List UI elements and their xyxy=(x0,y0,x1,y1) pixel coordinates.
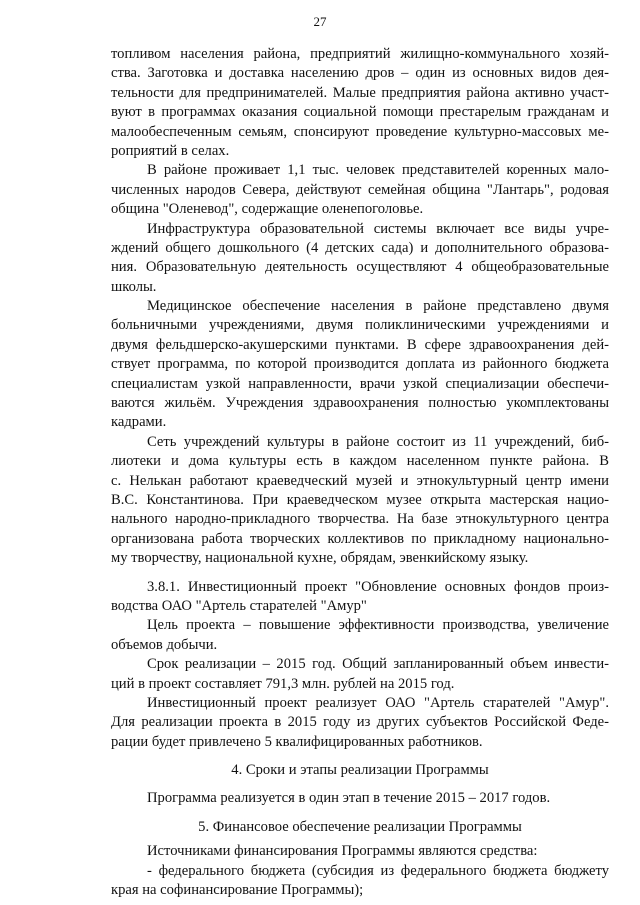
paragraph-culture xyxy=(111,433,609,569)
text-line: община "Оленевод", содержащие оленепоголовье. xyxy=(111,201,424,218)
paragraph-indigenous xyxy=(111,161,609,219)
text-line: Для реализации проекта в 2015 году из других субъектов Российской Феде- xyxy=(111,714,609,731)
text-line: Инвестиционный проект реализует ОАО "Артель старателей "Амур". xyxy=(147,694,609,711)
text-line: топливом населения района, предприятий жилищно-коммунального хозяй- xyxy=(111,46,609,62)
text-line: водства ОАО "Артель старателей "Амур" xyxy=(111,597,367,614)
text-line: больничными учреждениями, двумя поликлиническими учреждениями и xyxy=(111,317,609,334)
text-line: малообеспеченным семьям, спонсируют проведение культурно-массовых ме- xyxy=(111,123,609,140)
text-line: - федерального бюджета (субсидия из федерального бюджета бюджету xyxy=(147,862,609,879)
paragraph-project-term xyxy=(111,655,609,694)
paragraph-economy xyxy=(111,45,609,161)
text-line: тельности для предпринимателей. Малые предприятия района активно участ- xyxy=(111,84,609,101)
text-line: ства. Заготовка и доставка населению дров – один из основных видов дея- xyxy=(111,65,609,82)
text-line: кадрами. xyxy=(111,414,167,431)
paragraph-funding-sources: Источниками финансирования Программы являются средства: xyxy=(147,843,538,860)
text-line: организована работа творческих коллективов по прикладному национально- xyxy=(111,530,609,547)
section-heading-4: 4. Сроки и этапы реализации Программы xyxy=(231,762,489,779)
text-line: Цель проекта – повышение эффективности производства, увеличение xyxy=(147,617,609,634)
text-line: роприятий в селах. xyxy=(111,142,230,159)
paragraph-project-goal xyxy=(111,616,609,655)
text-line: лиотеки и дома культуры есть в каждом населенном пункте района. В xyxy=(111,453,609,470)
text-line: рации будет привлечено 5 квалифицированных работников. xyxy=(111,733,483,750)
text-line: ния. Образовательную деятельность осуществляют 4 общеобразовательные xyxy=(111,259,609,276)
text-line: нального народно-прикладного творчества. На базе этнокультурного центра xyxy=(111,511,609,528)
text-line: му творчеству, национальной кухне, обрядам, эвенкийскому языку. xyxy=(111,550,529,567)
list-item-federal-budget xyxy=(111,862,609,901)
text-line: края на софинансирование Программы); xyxy=(111,882,364,899)
page-number: 27 xyxy=(313,14,327,29)
text-line: ждений общего дошкольного (4 детских сада) и дополнительного образова- xyxy=(111,239,609,256)
text-line: вуют в программах оказания социальной помощи престарелым гражданам и xyxy=(111,104,609,121)
paragraph-project-implementer xyxy=(111,694,609,752)
paragraph-healthcare xyxy=(111,297,609,433)
text-line: ваются жильём. Учреждения здравоохранения полностью укомплектованы xyxy=(111,395,609,412)
text-line: двумя фельдшерско-акушерскими пунктами. В сфере здравоохранения дей- xyxy=(111,336,609,353)
text-line: объемов добычи. xyxy=(111,636,218,653)
paragraph-education xyxy=(111,220,609,298)
text-line: ций в проект составляет 791,3 млн. рублей на 2015 год. xyxy=(111,675,455,692)
text-line: 3.8.1. Инвестиционный проект "Обновление основных фондов произ- xyxy=(147,578,609,595)
document-body xyxy=(111,45,609,900)
text-line: Сеть учреждений культуры в районе состоит из 11 учреждений, биб- xyxy=(147,433,609,450)
text-line: ствует программа, по которой производится доплата из районного бюджета xyxy=(111,356,609,373)
text-line: Срок реализации – 2015 год. Общий запланированный объем инвести- xyxy=(147,656,609,673)
paragraph-stages: Программа реализуется в один этап в течение 2015 – 2017 годов. xyxy=(147,790,551,807)
text-line: В.С. Константинова. При краеведческом музее открыта мастерская нацио- xyxy=(111,491,609,508)
section-heading-3-8-1 xyxy=(111,578,609,617)
text-line: с. Нелькан работают краеведческий музей и этнокультурный центр имени xyxy=(111,472,609,489)
section-heading-5: 5. Финансовое обеспечение реализации Программы xyxy=(198,818,522,835)
text-line: школы. xyxy=(111,278,157,295)
text-line: Инфраструктура образовательной системы включает все виды учре- xyxy=(147,220,609,237)
text-line: Медицинское обеспечение населения в районе представлено двумя xyxy=(147,298,609,315)
text-line: численных народов Севера, действуют семейная община "Лантарь", родовая xyxy=(111,181,609,198)
text-line: В районе проживает 1,1 тыс. человек представителей коренных мало- xyxy=(147,162,609,179)
text-line: специалистам узкой направленности, врачи узкой специализации обеспечи- xyxy=(111,375,609,392)
